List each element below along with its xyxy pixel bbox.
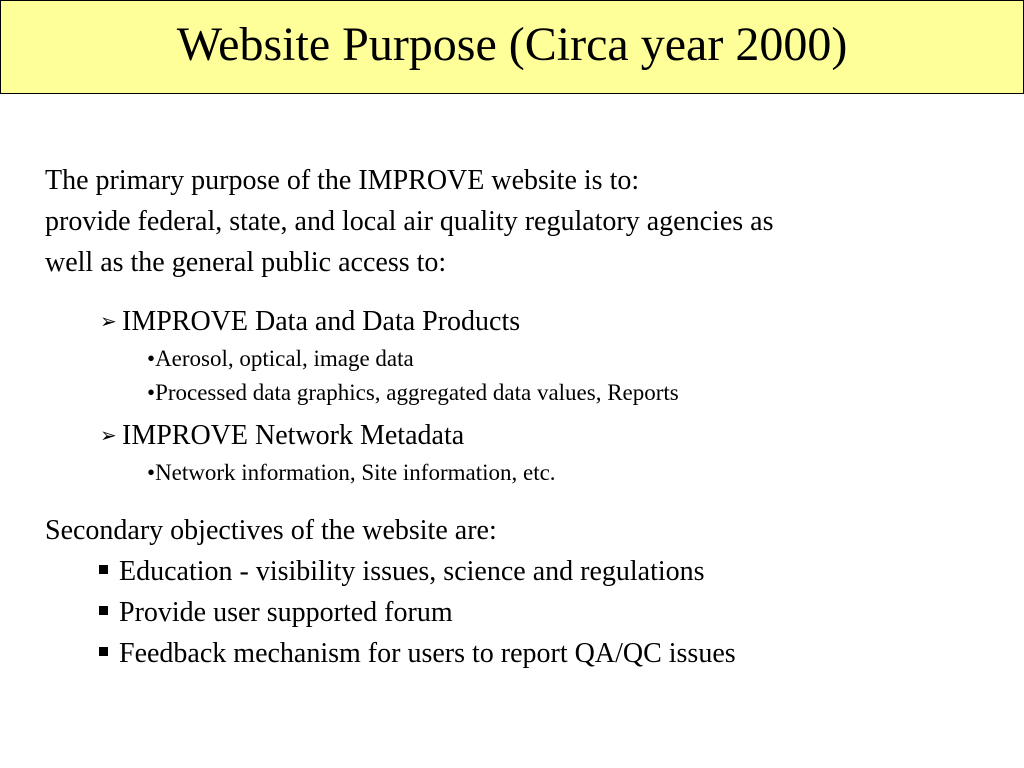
dot-bullet-icon: • (147, 380, 156, 405)
slide-body (45, 160, 1005, 674)
secondary-heading: Secondary objectives of the website are: (45, 515, 497, 546)
secondary-item-label: Education - visibility issues, science and regulations (119, 556, 705, 587)
intro-paragraph (45, 160, 1005, 283)
square-bullet-icon (99, 606, 108, 615)
title-banner (0, 0, 1024, 94)
arrow-bullet-icon: ➢ (100, 309, 117, 333)
sub-item-label: Processed data graphics, aggregated data values, Reports (155, 380, 679, 405)
slide-title: Website Purpose (Circa year 2000) (176, 18, 848, 71)
sub-item-label: Network information, Site information, etc. (155, 460, 556, 485)
primary-item-label: IMPROVE Network Metadata (122, 420, 465, 451)
primary-item (100, 303, 1005, 410)
dot-bullet-icon: • (147, 460, 156, 485)
secondary-item (99, 592, 1005, 633)
intro-line: provide federal, state, and local air quality regulatory agencies as (45, 206, 774, 237)
primary-item-label: IMPROVE Data and Data Products (122, 306, 521, 337)
secondary-section (45, 510, 1005, 674)
intro-line: well as the general public access to: (45, 247, 447, 278)
primary-list (45, 303, 1005, 490)
square-bullet-icon (99, 565, 108, 574)
square-bullet-icon (99, 647, 108, 656)
sub-list (100, 456, 1005, 490)
secondary-item (99, 551, 1005, 592)
intro-line: The primary purpose of the IMPROVE website is to: (45, 165, 640, 196)
arrow-bullet-icon: ➢ (100, 423, 117, 447)
secondary-item (99, 633, 1005, 674)
secondary-item-label: Provide user supported forum (119, 597, 453, 628)
sub-item (147, 456, 1005, 490)
sub-item (147, 342, 1005, 376)
sub-item (147, 376, 1005, 410)
sub-list (100, 342, 1005, 410)
dot-bullet-icon: • (147, 346, 156, 371)
secondary-item-label: Feedback mechanism for users to report QA/QC issues (119, 638, 736, 669)
secondary-list (45, 551, 1005, 674)
primary-item (100, 417, 1005, 490)
sub-item-label: Aerosol, optical, image data (155, 346, 414, 371)
